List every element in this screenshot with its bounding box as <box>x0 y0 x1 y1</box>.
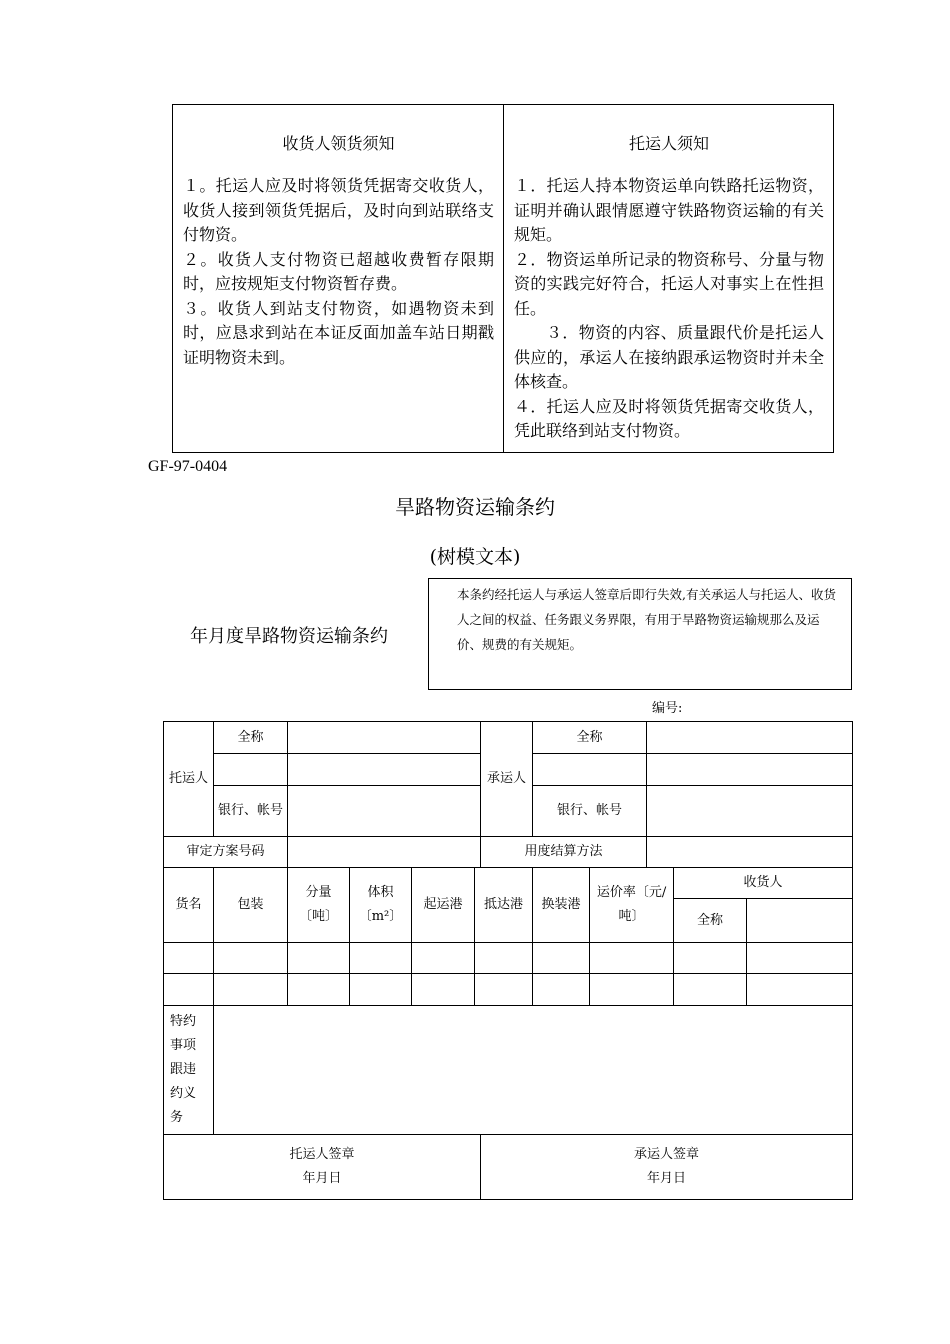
shipper-bank-field[interactable] <box>288 786 481 837</box>
shipper-notice-item: １．托运人持本物资运单向铁路托运物资，证明并确认跟情愿遵守铁路物资运输的有关规矩。 <box>514 176 824 244</box>
shipper-signature-label: 托运人签章 <box>289 1147 355 1162</box>
carrier-signature-date: 年月日 <box>647 1171 687 1186</box>
table-cell[interactable] <box>350 974 412 1006</box>
shipper-bank-label: 银行、帐号 <box>214 786 288 837</box>
carrier-blank-field[interactable] <box>647 754 853 786</box>
col-transfer-port: 换装港 <box>533 868 590 943</box>
table-cell[interactable] <box>475 943 533 974</box>
shipper-blank-field[interactable] <box>288 754 481 786</box>
carrier-blank-cell[interactable] <box>533 754 647 786</box>
shipper-signature-date: 年月日 <box>302 1171 342 1186</box>
table-cell[interactable] <box>412 943 475 974</box>
page-subtitle: (树模文本) <box>429 546 521 568</box>
table-cell[interactable] <box>288 943 350 974</box>
clause-box: 本条约经托运人与承运人签章后即行失效,有关承运人与托运人、收货人之间的权益、任务跟义务界限，有用于旱路物资运输规那么及运价、规费的有关规矩。 <box>428 578 852 690</box>
col-consignee-blank <box>747 899 853 943</box>
consignee-notice-item: １。托运人应及时将领货凭据寄交收货人，收货人接到领货凭据后，及时向到站联络支付物资。 <box>183 176 494 244</box>
consignee-notice-item: ３。收货人到站支付物资，如遇物资未到时，应恳求到站在本证反面加盖车站日期戳证明物资未到。 <box>183 298 494 367</box>
serial-number-label: 编号: <box>652 701 683 716</box>
settlement-label: 用度结算方法 <box>481 837 647 868</box>
page-title: 旱路物资运输条约 <box>395 495 555 519</box>
shipper-notice-item: ３．物资的内容、质量跟代价是托运人供应的，承运人在接纳跟承运物资时并未全体核查。 <box>514 323 824 391</box>
shipper-signature[interactable] <box>164 1135 481 1200</box>
table-cell[interactable] <box>475 974 533 1006</box>
contract-year-line: 年月度旱路物资运输条约 <box>190 626 388 647</box>
col-consignee: 收货人 <box>674 868 853 899</box>
col-weight: 分量〔吨〕 <box>288 868 350 943</box>
shipper-notice <box>503 105 833 452</box>
plan-number-field[interactable] <box>288 837 481 868</box>
document-code: GF-97-0404 <box>148 458 228 475</box>
shipper-notice-item: ４．托运人应及时将领货凭据寄交收货人，凭此联络到站支付物资。 <box>514 396 824 440</box>
shipper-label: 托运人 <box>164 722 214 837</box>
carrier-signature-label: 承运人签章 <box>634 1147 700 1162</box>
table-cell[interactable] <box>674 974 747 1006</box>
settlement-field[interactable] <box>647 837 853 868</box>
table-cell[interactable] <box>533 974 590 1006</box>
table-cell[interactable] <box>747 943 853 974</box>
table-cell[interactable] <box>164 943 214 974</box>
table-cell[interactable] <box>288 974 350 1006</box>
carrier-fullname-field[interactable] <box>647 722 853 754</box>
col-origin-port: 起运港 <box>412 868 475 943</box>
col-goods: 货名 <box>164 868 214 943</box>
col-destination-port: 抵达港 <box>475 868 533 943</box>
carrier-bank-field[interactable] <box>647 786 853 837</box>
shipper-blank-cell[interactable] <box>214 754 288 786</box>
carrier-label: 承运人 <box>481 722 533 837</box>
consignee-notice-item: ２。收货人支付物资已超越收费暂存限期时，应按规矩支付物资暂存费。 <box>183 249 494 293</box>
table-cell[interactable] <box>350 943 412 974</box>
table-cell[interactable] <box>412 974 475 1006</box>
col-freight-rate: 运价率〔元/吨〕 <box>590 868 674 943</box>
shipper-fullname-label: 全称 <box>214 722 288 754</box>
carrier-signature[interactable] <box>481 1135 853 1200</box>
table-cell[interactable] <box>214 974 288 1006</box>
notice-box <box>172 104 834 453</box>
table-cell[interactable] <box>747 974 853 1006</box>
table-cell[interactable] <box>164 974 214 1006</box>
table-cell[interactable] <box>590 943 674 974</box>
consignee-notice-title: 收货人领货须知 <box>282 134 395 153</box>
table-cell[interactable] <box>590 974 674 1006</box>
carrier-bank-label: 银行、帐号 <box>533 786 647 837</box>
table-cell[interactable] <box>214 943 288 974</box>
col-consignee-name: 全称 <box>674 899 747 943</box>
shipper-fullname-field[interactable] <box>288 722 481 754</box>
shipper-notice-title: 托运人须知 <box>628 134 709 153</box>
table-cell[interactable] <box>674 943 747 974</box>
special-terms-field[interactable] <box>214 1006 853 1135</box>
plan-number-label: 审定方案号码 <box>164 837 288 868</box>
col-volume: 体积〔m²〕 <box>350 868 412 943</box>
contract-form <box>163 721 853 1200</box>
consignee-notice <box>173 105 503 452</box>
col-packing: 包装 <box>214 868 288 943</box>
carrier-fullname-label: 全称 <box>533 722 647 754</box>
shipper-notice-item: ２．物资运单所记录的物资称号、分量与物资的实践完好符合，托运人对事实上在性担任。 <box>514 249 824 318</box>
special-terms-label: 特约事项跟违约义务 <box>164 1006 214 1135</box>
table-cell[interactable] <box>533 943 590 974</box>
